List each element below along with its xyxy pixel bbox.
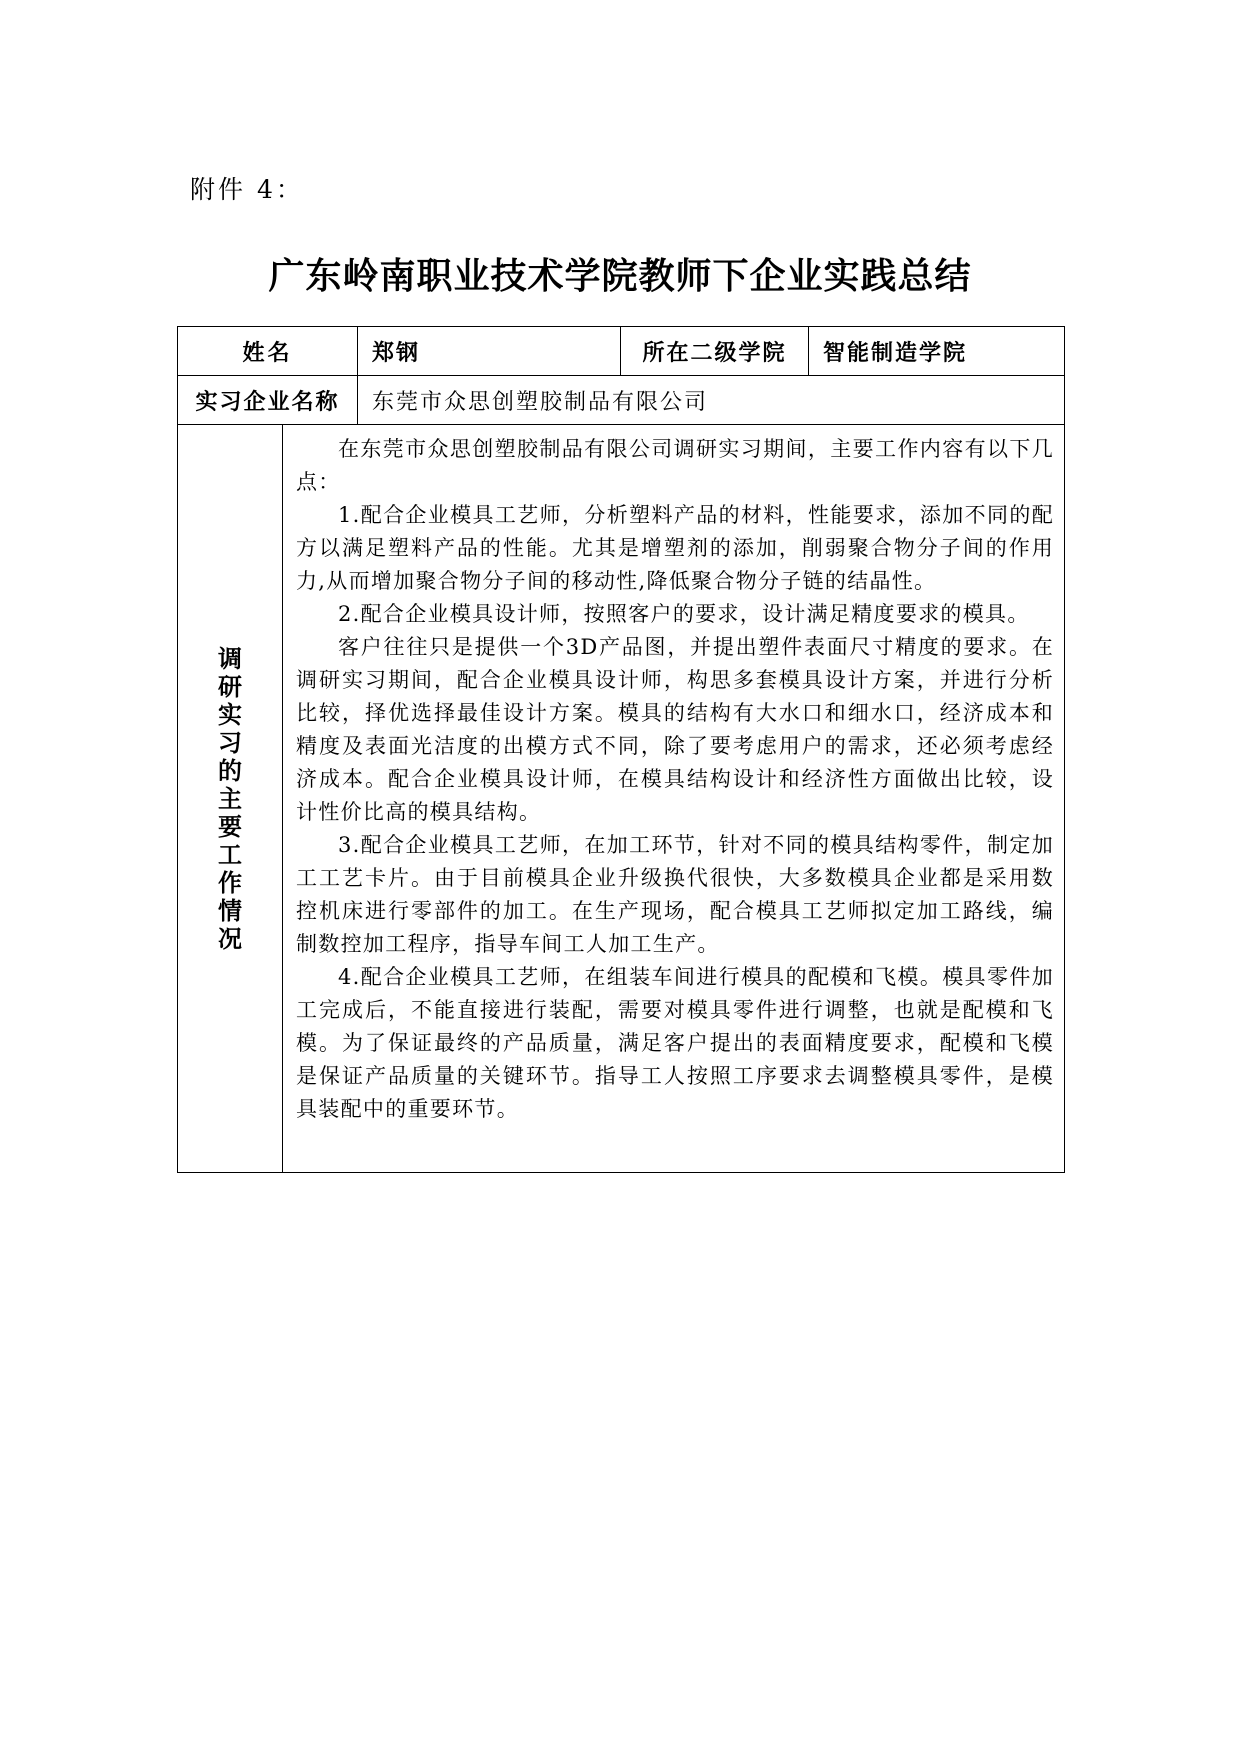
work-paragraph: 客户往往只是提供一个3D产品图，并提出塑件表面尺寸精度的要求。在调研实习期间，配合企业模具设计师，构思多套模具设计方案，并进行分析比较，择优选择最佳设计方案。模具的结构有大水口和细水口，经济成本和精度及表面光洁度的出模方式不同，除了要考虑用户的需求，还必须考虑经济成本。配合企业模具设计师，在模具结构设计和经济性方面做出比较，设计性价比高的模具结构。 bbox=[296, 635, 1055, 824]
name-label: 姓名 bbox=[178, 327, 358, 376]
work-paragraph: 3.配合企业模具工艺师，在加工环节，针对不同的模具结构零件，制定加工工艺卡片。由于目前模具企业升级换代很快，大多数模具企业都是采用数控机床进行零部件的加工。在生产现场，配合模具工艺师拟定加工路线，编制数控加工程序，指导车间工人加工生产。 bbox=[296, 833, 1055, 956]
company-label: 实习企业名称 bbox=[178, 376, 358, 425]
work-row bbox=[178, 425, 1065, 1173]
college-label: 所在二级学院 bbox=[621, 327, 809, 376]
college-value: 智能制造学院 bbox=[809, 327, 1065, 376]
work-paragraph: 4.配合企业模具工艺师，在组装车间进行模具的配模和飞模。模具零件加工完成后，不能直接进行装配，需要对模具零件进行调整，也就是配模和飞模。为了保证最终的产品质量，满足客户提出的表面精度要求，配模和飞模是保证产品质量的关键环节。指导工人按照工序要求去调整模具零件，是模具装配中的重要环节。 bbox=[296, 965, 1055, 1121]
name-row bbox=[178, 327, 1065, 376]
company-value: 东莞市众思创塑胶制品有限公司 bbox=[358, 376, 1065, 425]
work-paragraph: 1.配合企业模具工艺师，分析塑料产品的材料，性能要求，添加不同的配方以满足塑料产品的性能。尤其是增塑剂的添加，削弱聚合物分子间的作用力,从而增加聚合物分子间的移动性,降低聚合物分子链的结晶性。 bbox=[296, 503, 1055, 593]
attachment-label: 附件 4： bbox=[190, 175, 304, 204]
work-paragraph: 在东莞市众思创塑胶制品有限公司调研实习期间，主要工作内容有以下几点： bbox=[296, 437, 1055, 494]
work-content bbox=[283, 425, 1065, 1173]
work-label: 调研实习的主要工作情况 bbox=[218, 644, 242, 953]
company-row bbox=[178, 376, 1065, 425]
name-value: 郑钢 bbox=[358, 327, 621, 376]
practice-summary-form bbox=[177, 326, 1065, 1173]
work-label-cell bbox=[178, 425, 283, 1173]
work-paragraph: 2.配合企业模具设计师，按照客户的要求，设计满足精度要求的模具。 bbox=[338, 602, 1030, 626]
document-title: 广东岭南职业技术学院教师下企业实践总结 bbox=[268, 256, 972, 297]
